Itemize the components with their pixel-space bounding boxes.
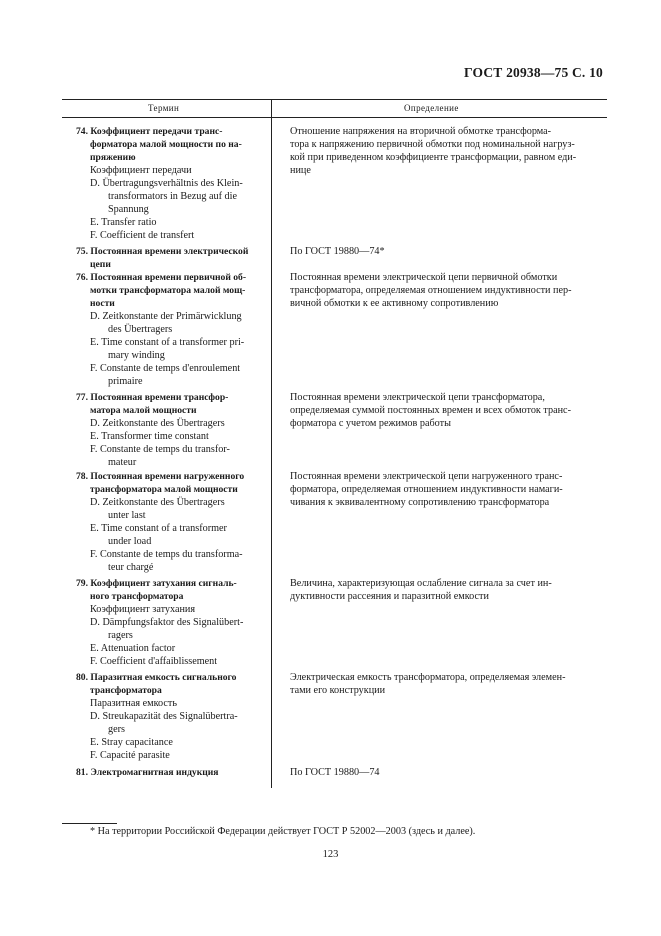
term-line: мотки трансформатора малой мощ- [90, 285, 246, 296]
term-line: primaire [108, 376, 143, 387]
term-line: Spannung [108, 204, 149, 215]
definition-line: Постоянная времени электрической цепи нагруженного транс- [290, 471, 563, 482]
term-line: F. Capacité parasite [90, 750, 170, 761]
term-line: пряжению [90, 152, 136, 163]
page-number: 123 [322, 849, 339, 860]
term-line: F. Coefficient d'affaiblissement [90, 656, 218, 667]
definition-line: Постоянная времени электрической цепи трансформатора, [290, 392, 545, 403]
term-entry [76, 245, 262, 271]
definition-entry [290, 577, 598, 603]
definition-entry [290, 671, 598, 697]
term-line: форматора малой мощности по на- [90, 139, 242, 150]
term-line: трансформатора малой мощности [90, 484, 238, 495]
term-line: gers [108, 724, 125, 735]
term-line: F. Constante de temps d'enroulement [90, 363, 241, 374]
definition-line: чивания к эквивалентному сопротивлению трансформатора [290, 497, 550, 508]
term-line: 75. Постоянная времени электрической [76, 246, 249, 257]
term-line: 80. Паразитная емкость сигнального [76, 672, 237, 683]
term-line: 79. Коэффициент затухания сигналь- [76, 578, 237, 589]
definition-line: определяемая суммой постоянных времен и всех обмоток транс- [290, 405, 571, 416]
term-line: Коэффициент затухания [90, 604, 196, 615]
definition-entry [290, 391, 598, 430]
term-line: E. Transformer time constant [90, 431, 209, 442]
definition-line: По ГОСТ 19880—74 [290, 767, 380, 778]
column-header-definition: Определение [404, 103, 459, 113]
page-header: ГОСТ 20938—75 С. 10 [464, 65, 603, 80]
term-entry [76, 577, 262, 668]
term-entry [76, 470, 262, 574]
term-line: F. Constante de temps du transforma- [90, 549, 243, 560]
definition-entry [290, 766, 598, 779]
definition-line: трансформатора, определяемая отношением индуктивности пер- [290, 285, 572, 296]
term-line: transformators in Bezug auf die [108, 191, 238, 202]
term-line: mateur [108, 457, 137, 468]
term-line: матора малой мощности [90, 405, 197, 416]
term-line: D. Streukapazität des Signalübertra- [90, 711, 238, 722]
definition-line: тами его конструкции [290, 685, 386, 696]
term-line: ragers [108, 630, 133, 641]
term-line: E. Transfer ratio [90, 217, 157, 228]
term-line: 77. Постоянная времени трансфор- [76, 392, 229, 403]
definition-line: вичной обмотки к ее активному сопротивлению [290, 298, 499, 309]
term-line: E. Attenuation factor [90, 643, 176, 654]
definition-line: Постоянная времени электрической цепи первичной обмотки [290, 272, 558, 283]
table-column-divider [271, 99, 272, 788]
term-line: mary winding [108, 350, 165, 361]
definition-line: Отношение напряжения на вторичной обмотке трансформа- [290, 126, 552, 137]
table-top-rule [62, 99, 607, 100]
definition-entry [290, 470, 598, 509]
term-line: 81. Электромагнитная индукция [76, 767, 219, 778]
definition-line: дуктивности рассеяния и паразитной емкости [290, 591, 489, 602]
definition-entry [290, 245, 598, 258]
term-line: D. Übertragungsverhältnis des Klein- [90, 178, 243, 189]
footnote-rule [62, 823, 117, 824]
term-line: 76. Постоянная времени первичной об- [76, 272, 247, 283]
definition-entry [290, 271, 598, 310]
term-line: D. Dämpfungsfaktor des Signalübert- [90, 617, 244, 628]
table-header-rule [62, 117, 607, 118]
term-line: D. Zeitkonstante der Primärwicklung [90, 311, 242, 322]
definition-line: Величина, характеризующая ослабление сигнала за счет ин- [290, 578, 552, 589]
term-line: 74. Коэффициент передачи транс- [76, 126, 223, 137]
definition-line: нице [290, 165, 311, 176]
definition-line: форматора, определяемая отношением индуктивности намаги- [290, 484, 563, 495]
term-line: D. Zeitkonstante des Übertragers [90, 418, 225, 429]
term-line: des Übertragers [108, 324, 173, 335]
definition-line: кой при приведенном коэффициенте трансформации, равном еди- [290, 152, 577, 163]
definition-line: Электрическая емкость трансформатора, определяемая элемен- [290, 672, 566, 683]
definition-line: По ГОСТ 19880—74* [290, 246, 385, 257]
term-line: E. Time constant of a transformer [90, 523, 227, 534]
term-line: Паразитная емкость [90, 698, 177, 709]
term-entry [76, 391, 262, 469]
column-header-terms: Термин [148, 103, 180, 113]
term-line: D. Zeitkonstante des Übertragers [90, 497, 225, 508]
term-line: ности [90, 298, 115, 309]
term-line: E. Stray capacitance [90, 737, 173, 748]
term-entry [76, 766, 262, 779]
footnote: * На территории Российской Федерации действует ГОСТ Р 52002—2003 (здесь и далее). [90, 826, 476, 837]
definition-entry [290, 125, 598, 177]
term-line: teur chargé [108, 562, 154, 573]
term-entry [76, 671, 262, 762]
definition-line: форматора с учетом режимов работы [290, 418, 451, 429]
term-line: E. Time constant of a transformer pri- [90, 337, 245, 348]
term-line: Коэффициент передачи [90, 165, 192, 176]
term-line: трансформатора [90, 685, 162, 696]
term-line: F. Constante de temps du transfor- [90, 444, 230, 455]
term-line: 78. Постоянная времени нагруженного [76, 471, 245, 482]
term-line: цепи [90, 259, 111, 270]
term-line: F. Coefficient de transfert [90, 230, 195, 241]
term-line: unter last [108, 510, 146, 521]
term-entry [76, 271, 262, 388]
definition-line: тора к напряжению первичной обмотки под номинальной нагруз- [290, 139, 575, 150]
term-line: under load [108, 536, 152, 547]
term-entry [76, 125, 262, 242]
term-line: ного трансформатора [90, 591, 184, 602]
